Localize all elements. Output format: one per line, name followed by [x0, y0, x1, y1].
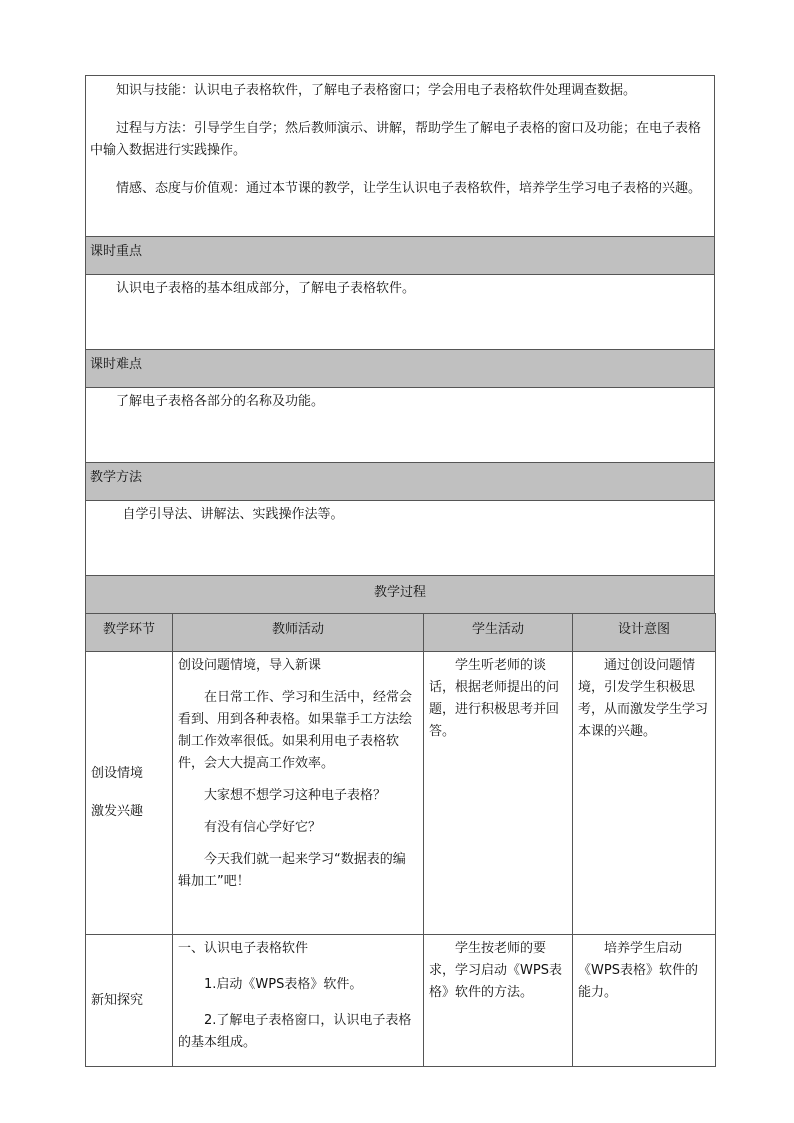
intent-text: 通过创设问题情境，引发学生积极思考，从而激发学生学习本课的兴趣。 — [578, 658, 709, 739]
key-point-header: 课时重点 — [85, 236, 715, 274]
teacher-activity-text: 2.了解电子表格窗口，认识电子表格的基本组成。 — [178, 1013, 412, 1050]
stage-label: 创设情境 — [91, 766, 144, 781]
teacher-activity-heading: 创设问题情境，导入新课 — [178, 658, 322, 673]
process-table-header-row — [86, 614, 716, 652]
stage-label: 新知探究 — [91, 992, 144, 1008]
method-text: 自学引导法、讲解法、实践操作法等。 — [85, 500, 715, 575]
student-activity-text: 学生听老师的谈话，根据老师提出的问题，进行积极思考并回答。 — [429, 658, 560, 739]
process-header: 教学过程 — [85, 575, 715, 613]
objective-process: 过程与方法：引导学生自学；然后教师演示、讲解，帮助学生了解电子表格的窗口及功能；在电子表格中输入数据进行实践操作。 — [90, 121, 702, 158]
process-table — [85, 613, 716, 1067]
intent-text: 培养学生启动《WPS表格》软件的能力。 — [578, 941, 698, 1000]
objectives-section — [85, 75, 715, 236]
key-point-text: 认识电子表格的基本组成部分，了解电子表格软件。 — [85, 274, 715, 349]
student-activity-text: 学生按老师的要求，学习启动《WPS表格》软件的方法。 — [429, 941, 562, 1000]
teacher-activity-heading: 一、认识电子表格软件 — [178, 941, 309, 956]
table-row — [86, 652, 716, 935]
student-activity-cell — [424, 652, 573, 935]
teacher-activity-text: 在日常工作、学习和生活中，经常会看到、用到各种表格。如果靠手工方法绘制工作效率很低。如果利用电子表格软件，会大大提高工作效率。 — [178, 690, 413, 771]
objective-attitude: 情感、态度与价值观：通过本节课的教学，让学生认识电子表格软件，培养学生学习电子表格的兴趣。 — [116, 181, 702, 196]
teacher-activity-text: 1.启动《WPS表格》软件。 — [204, 977, 363, 992]
objective-knowledge: 知识与技能：认识电子表格软件，了解电子表格窗口；学会用电子表格软件处理调查数据。 — [116, 83, 637, 98]
teacher-activity-text: 大家想不想学习这种电子表格？ — [204, 788, 387, 803]
col-header-intent: 设计意图 — [573, 614, 716, 652]
col-header-teacher: 教师活动 — [173, 614, 424, 652]
teacher-activity-text: 今天我们就一起来学习“数据表的编辑加工”吧！ — [178, 852, 406, 889]
teacher-activity-cell — [173, 935, 424, 1067]
col-header-student: 学生活动 — [424, 614, 573, 652]
difficulty-header: 课时难点 — [85, 349, 715, 387]
col-header-stage: 教学环节 — [86, 614, 173, 652]
method-header: 教学方法 — [85, 462, 715, 500]
teacher-activity-cell — [173, 652, 424, 935]
intent-cell — [573, 652, 716, 935]
teacher-activity-text: 有没有信心学好它？ — [204, 820, 322, 835]
difficulty-text: 了解电子表格各部分的名称及功能。 — [85, 387, 715, 462]
student-activity-cell — [424, 935, 573, 1067]
lesson-plan-page — [85, 75, 715, 1067]
stage-cell — [86, 935, 173, 1067]
stage-label: 激发兴趣 — [91, 804, 144, 819]
table-row — [86, 935, 716, 1067]
intent-cell — [573, 935, 716, 1067]
stage-cell — [86, 652, 173, 935]
